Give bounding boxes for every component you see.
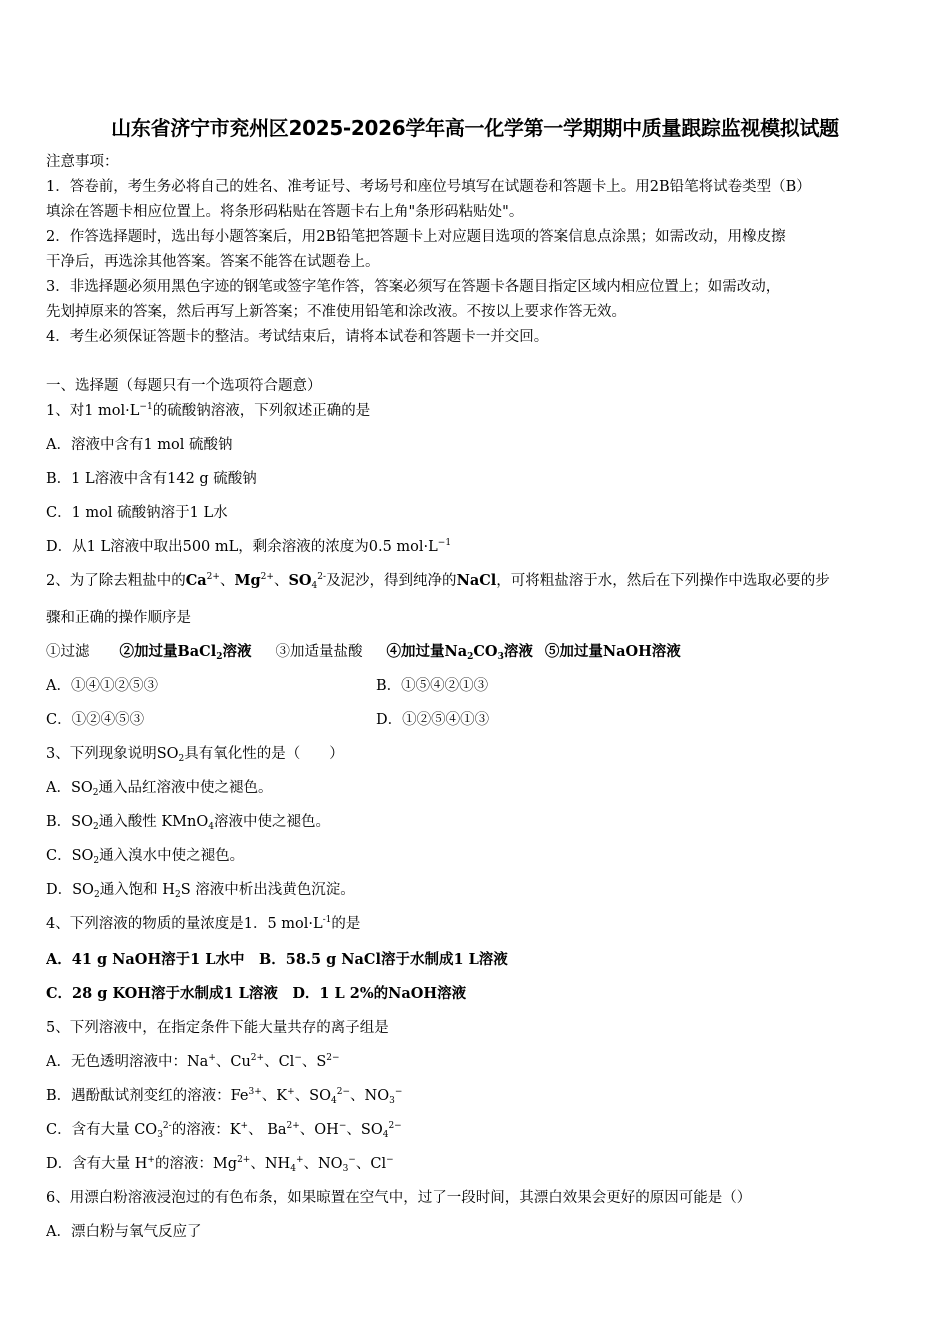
q1-option-c: C．1 mol 硫酸钠溶于1 L水 (46, 505, 228, 521)
q5-option-c: C．含有大量 $CO_3^{2-}$的溶液：K+、 $Ba^{2+}$、OH−、$SO_4^{2-}$ (46, 1121, 402, 1140)
q4-options-cd: C．28 g KOH溶于水制成1 L溶液 D．1 L 2%的NaOH溶液 (46, 985, 467, 1002)
q1-stem: 1、对1 $mol\cdot L^{-1}$的硫酸钠溶液，下列叙述正确的是 (46, 402, 371, 419)
notice-line-7: 4．考生必须保证答题卡的整洁。考试结束后，请将本试卷和答题卡一并交回。 (46, 329, 549, 345)
q6-option-a: A．漂白粉与氧气反应了 (46, 1224, 202, 1240)
q3-stem: 3、下列现象说明$SO_2$具有氧化性的是（ ） (46, 746, 344, 764)
notice-line-1: 1．答卷前，考生务必将自己的姓名、准考证号、考场号和座位号填写在试题卷和答题卡上。用2B铅笔将试卷类型（B） (46, 179, 811, 195)
q2-op-5: ⑤加过量NaOH溶液 (544, 643, 681, 660)
q1-option-d: D．从1 L溶液中取出500 mL，剩余溶液的浓度为0.5 $mol\cdot L^{-1}$ (46, 538, 452, 555)
q2-stem-line-1: 2、为了除去粗盐中的$Ca^{2+}$、$Mg^{2+}$、$SO_4^{2-}$及泥沙，得到纯净的NaCl，可将粗盐溶于水，然后在下列操作中选取必要的步 (46, 572, 830, 591)
q5-option-b: B．遇酚酞试剂变红的溶液：$Fe^{3+}$、K+、$SO_4^{2-}$、$NO_3^-$ (46, 1087, 403, 1106)
q3-option-c: C．$SO_2$通入溴水中使之褪色。 (46, 848, 245, 866)
q5-option-a: A．无色透明溶液中：Na+、$Cu^{2+}$、Cl−、$S^{2-}$ (46, 1053, 340, 1070)
q3-option-a: A．$SO_2$通入品红溶液中使之褪色。 (46, 780, 273, 798)
q4-stem: 4、下列溶液的物质的量浓度是1．5 $mol\cdot L^{-1}$的是 (46, 915, 361, 932)
notice-line-2: 填涂在答题卡相应位置上。将条形码粘贴在答题卡右上角"条形码粘贴处"。 (46, 204, 524, 220)
q4-options-ab: A．41 g NaOH溶于1 L水中 B．58.5 g NaCl溶于水制成1 L溶液 (46, 951, 508, 968)
q1-option-a: A．溶液中含有1 mol 硫酸钠 (46, 437, 233, 453)
q2-op-1: ①过滤 (46, 644, 90, 660)
q1-option-b: B．1 L溶液中含有142 g 硫酸钠 (46, 471, 257, 487)
notice-line-4: 干净后，再选涂其他答案。答案不能答在试题卷上。 (46, 254, 380, 270)
q2-option-d: D．①②⑤④①③ (376, 712, 490, 728)
q2-op-2: ②加过量BaCl$_2$溶液 (119, 643, 252, 662)
section-heading: 一、选择题（每题只有一个选项符合题意） (46, 378, 322, 394)
q2-option-a: A．①④①②⑤③ (46, 678, 158, 694)
q3-option-b: B．$SO_2$通入酸性 KMnO$_4$溶液中使之褪色。 (46, 814, 330, 832)
q2-operations (46, 642, 916, 662)
exam-title: 山东省济宁市兖州区2025-2026学年高一化学第一学期期中质量跟踪监视模拟试题 (111, 116, 839, 140)
notice-line-3: 2．作答选择题时，选出每小题答案后，用2B铅笔把答题卡上对应题目选项的答案信息点涂黑；如需改动，用橡皮擦 (46, 229, 786, 245)
q2-option-b: B．①⑤④②①③ (376, 678, 489, 694)
q2-stem-line-2: 骤和正确的操作顺序是 (46, 610, 191, 626)
notice-line-6: 先划掉原来的答案，然后再写上新答案；不准使用铅笔和涂改液。不按以上要求作答无效。 (46, 304, 626, 320)
q6-stem: 6、用漂白粉溶液浸泡过的有色布条，如果晾置在空气中，过了一段时间，其漂白效果会更好的原因可能是（） (46, 1190, 752, 1206)
notice-heading: 注意事项： (46, 154, 119, 170)
q2-option-c: C．①②④⑤③ (46, 712, 145, 728)
q5-option-d: D．含有大量 H+的溶液：$Mg^{2+}$、$NH_4^+$、$NO_3^-$、Cl− (46, 1155, 394, 1174)
q2-op-4: ④加过量$Na_2CO_3$溶液 (386, 643, 533, 662)
q2-op-3: ③加适量盐酸 (275, 644, 363, 660)
notice-line-5: 3．非选择题必须用黑色字迹的钢笔或签字笔作答，答案必须写在答题卡各题目指定区域内相应位置上；如需改动， (46, 279, 781, 295)
q3-option-d: D．$SO_2$通入饱和 $H_2S$ 溶液中析出浅黄色沉淀。 (46, 882, 355, 900)
q5-stem: 5、下列溶液中，在指定条件下能大量共存的离子组是 (46, 1020, 389, 1036)
